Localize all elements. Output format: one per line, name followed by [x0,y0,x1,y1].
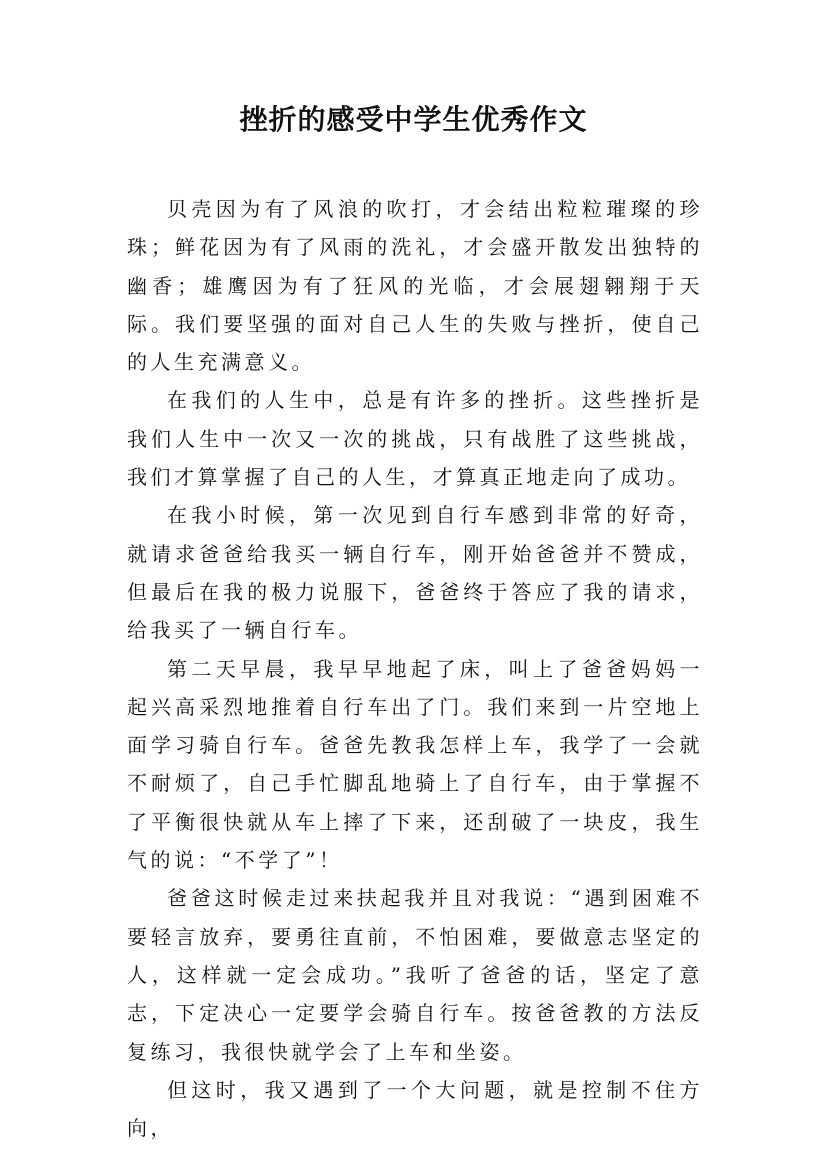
paragraph-6: 但这时，我又遇到了一个大问题，就是控制不住方向， [127,1077,703,1141]
paragraph-1: 贝壳因为有了风浪的吹打，才会结出粒粒璀璨的珍珠；鲜花因为有了风雨的洗礼，才会盛开散发出独特的幽香；雄鹰因为有了狂风的光临，才会展翅翱翔于天际。我们要坚强的面对自己人生的失败与挫折，使自己的人生充满意义。 [127,197,703,375]
paragraph-5: 爸爸这时候走过来扶起我并且对我说：“遇到困难不要轻言放弃，要勇往直前，不怕困难，要做意志坚定的人，这样就一定会成功。”我听了爸爸的话，坚定了意志，下定决心一定要学会骑自行车。按爸爸教的方法反复练习，我很快就学会了上车和坐姿。 [127,886,703,1064]
essay-body [127,190,703,1147]
document-title: 挫折的感受中学生优秀作文 [239,103,588,136]
paragraph-3: 在我小时候，第一次见到自行车感到非常的好奇，就请求爸爸给我买一辆自行车，刚开始爸爸并不赞成，但最后在我的极力说服下，爸爸终于答应了我的请求，给我买了一辆自行车。 [127,503,703,643]
paragraph-4: 第二天早晨，我早早地起了床，叫上了爸爸妈妈一起兴高采烈地推着自行车出了门。我们来到一片空地上面学习骑自行车。爸爸先教我怎样上车，我学了一会就不耐烦了，自己手忙脚乱地骑上了自行车，由于掌握不了平衡很快就从车上摔了下来，还刮破了一块皮，我生气的说：“不学了”！ [127,656,703,873]
paragraph-2: 在我们的人生中，总是有许多的挫折。这些挫折是我们人生中一次又一次的挑战，只有战胜了这些挑战，我们才算掌握了自己的人生，才算真正地走向了成功。 [127,388,703,490]
